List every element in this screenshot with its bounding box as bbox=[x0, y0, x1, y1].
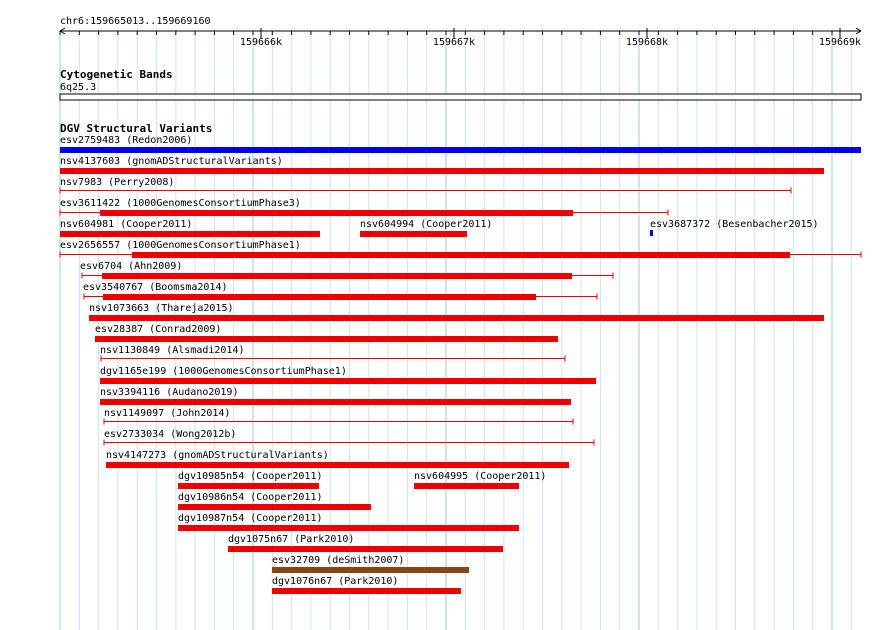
dgv-feature[interactable] bbox=[83, 282, 597, 300]
ruler-track bbox=[60, 16, 861, 48]
dgv-feature-label[interactable]: nsv3394116 (Audano2019) bbox=[100, 387, 239, 398]
dgv-feature-label[interactable]: nsv1073663 (Thareja2015) bbox=[89, 303, 234, 314]
dgv-feature-bar[interactable] bbox=[132, 252, 790, 258]
dgv-feature-bar[interactable] bbox=[100, 378, 596, 384]
dgv-feature[interactable] bbox=[60, 198, 668, 216]
dgv-feature[interactable] bbox=[60, 240, 861, 258]
dgv-feature[interactable] bbox=[60, 177, 791, 194]
cytoband-track-title: Cytogenetic Bands bbox=[60, 68, 173, 81]
dgv-feature-bar[interactable] bbox=[178, 483, 319, 489]
dgv-feature-label[interactable]: esv32709 (deSmith2007) bbox=[272, 555, 405, 566]
dgv-feature-label[interactable]: esv28387 (Conrad2009) bbox=[95, 324, 222, 335]
dgv-track bbox=[60, 122, 861, 594]
dgv-feature-label[interactable]: nsv4147273 (gnomADStructuralVariants) bbox=[106, 450, 329, 461]
dgv-feature-bar[interactable] bbox=[89, 315, 824, 321]
dgv-feature-label[interactable]: nsv1130849 (Alsmadi2014) bbox=[100, 345, 245, 356]
dgv-feature-bar[interactable] bbox=[178, 504, 371, 510]
dgv-feature-label[interactable]: nsv604994 (Cooper2011) bbox=[360, 219, 493, 230]
dgv-feature[interactable] bbox=[178, 513, 519, 531]
ruler-tick-label: 159666k bbox=[239, 37, 283, 48]
dgv-feature-label[interactable]: dgv10987n54 (Cooper2011) bbox=[178, 513, 323, 524]
dgv-feature-bar[interactable] bbox=[414, 483, 519, 489]
location-label: chr6:159665013..159669160 bbox=[60, 16, 211, 27]
ruler-tick-label: 159669k bbox=[818, 37, 862, 48]
dgv-feature-label[interactable]: nsv4137603 (gnomADStructuralVariants) bbox=[60, 156, 283, 167]
dgv-feature[interactable] bbox=[89, 303, 824, 321]
dgv-feature-label[interactable]: nsv1149097 (John2014) bbox=[104, 408, 231, 419]
dgv-feature[interactable] bbox=[272, 555, 469, 573]
dgv-feature-label[interactable]: esv6704 (Ahn2009) bbox=[80, 261, 183, 272]
dgv-feature-bar[interactable] bbox=[228, 546, 503, 552]
dgv-feature[interactable] bbox=[360, 219, 492, 237]
dgv-feature[interactable] bbox=[60, 135, 861, 153]
dgv-feature-label[interactable]: dgv1075n67 (Park2010) bbox=[228, 534, 355, 545]
dgv-feature[interactable] bbox=[104, 408, 573, 425]
dgv-feature-label[interactable]: dgv1076n67 (Park2010) bbox=[272, 576, 399, 587]
dgv-feature[interactable] bbox=[100, 387, 571, 405]
dgv-feature-label[interactable]: esv2733034 (Wong2012b) bbox=[104, 429, 237, 440]
cytoband-track bbox=[60, 68, 861, 100]
dgv-feature-label[interactable]: esv3687372 (Besenbacher2015) bbox=[650, 219, 819, 230]
dgv-feature-bar[interactable] bbox=[272, 588, 461, 594]
dgv-feature-bar[interactable] bbox=[102, 273, 572, 279]
dgv-feature-bar[interactable] bbox=[60, 231, 320, 237]
dgv-feature-bar[interactable] bbox=[272, 567, 469, 573]
dgv-feature-label[interactable]: nsv604981 (Cooper2011) bbox=[60, 219, 193, 230]
dgv-feature-bar[interactable] bbox=[360, 231, 467, 237]
dgv-feature[interactable] bbox=[178, 471, 323, 489]
dgv-feature-label[interactable]: esv2656557 (1000GenomesConsortiumPhase1) bbox=[60, 240, 301, 251]
dgv-feature-label[interactable]: esv3540767 (Boomsma2014) bbox=[83, 282, 228, 293]
dgv-feature-bar[interactable] bbox=[178, 525, 519, 531]
dgv-feature-label[interactable]: esv2759483 (Redon2006) bbox=[60, 135, 193, 146]
dgv-feature[interactable] bbox=[272, 576, 461, 594]
dgv-feature[interactable] bbox=[60, 219, 320, 237]
dgv-feature-bar[interactable] bbox=[60, 168, 824, 174]
dgv-feature-bar[interactable] bbox=[650, 230, 653, 236]
dgv-feature-label[interactable]: nsv604995 (Cooper2011) bbox=[414, 471, 547, 482]
dgv-feature-label[interactable]: dgv10985n54 (Cooper2011) bbox=[178, 471, 323, 482]
dgv-feature[interactable] bbox=[100, 366, 596, 384]
dgv-feature[interactable] bbox=[80, 261, 613, 279]
dgv-feature-bar[interactable] bbox=[60, 147, 861, 153]
dgv-feature-bar[interactable] bbox=[100, 399, 571, 405]
dgv-feature-label[interactable]: dgv10986n54 (Cooper2011) bbox=[178, 492, 323, 503]
dgv-feature-label[interactable]: esv3611422 (1000GenomesConsortiumPhase3) bbox=[60, 198, 301, 209]
dgv-track-title: DGV Structural Variants bbox=[60, 122, 213, 135]
dgv-feature[interactable] bbox=[106, 450, 569, 468]
dgv-feature[interactable] bbox=[60, 156, 824, 174]
dgv-feature-bar[interactable] bbox=[95, 336, 558, 342]
dgv-feature[interactable] bbox=[178, 492, 371, 510]
dgv-feature[interactable] bbox=[228, 534, 503, 552]
dgv-feature-bar[interactable] bbox=[103, 294, 536, 300]
dgv-feature-bar[interactable] bbox=[106, 462, 569, 468]
dgv-feature[interactable] bbox=[414, 471, 546, 489]
cytoband-bar[interactable] bbox=[60, 94, 861, 100]
ruler-tick-label: 159668k bbox=[625, 37, 669, 48]
dgv-feature-bar[interactable] bbox=[100, 210, 573, 216]
dgv-feature[interactable] bbox=[95, 324, 558, 342]
dgv-feature-label[interactable]: nsv7983 (Perry2008) bbox=[60, 177, 175, 188]
dgv-feature-label[interactable]: dgv1165e199 (1000GenomesConsortiumPhase1) bbox=[100, 366, 347, 377]
cytoband-label: 6q25.3 bbox=[60, 82, 97, 93]
dgv-feature[interactable] bbox=[100, 345, 565, 362]
ruler-tick-label: 159667k bbox=[432, 37, 476, 48]
